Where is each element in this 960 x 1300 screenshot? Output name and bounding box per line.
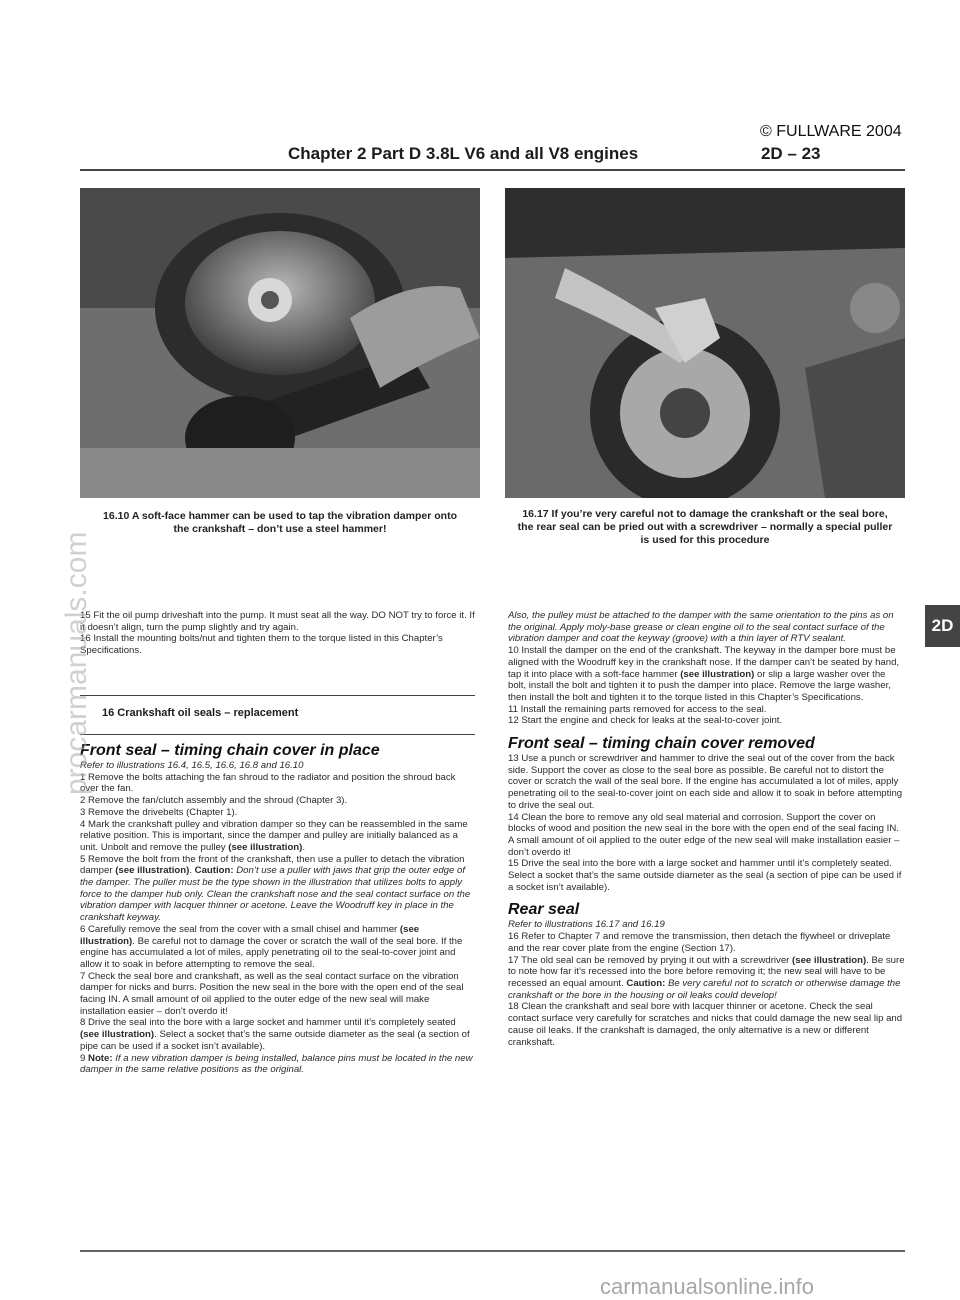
section-title-box [80, 695, 475, 735]
bottom-watermark: carmanualsonline.info [600, 1274, 815, 1299]
running-header [288, 144, 820, 164]
illustration-reference: Refer to illustrations 16.4, 16.5, 16.6, 16.8 and 16.10 [80, 760, 304, 771]
paragraph: 7 Check the seal bore and crankshaft, as well as the seal contact surface on the vibration damper for nicks and burrs. Position the new seal in the bore with the open end of the seal facing IN. A small amount of oil applied to the outer edge of the new seal will make installation easier – don’t overdo it! [80, 970, 464, 1017]
subheading-front-seal-removed: Front seal – timing chain cover removed [508, 735, 815, 753]
footer-rule [80, 1250, 905, 1252]
copyright-notice: © FULLWARE 2004 [760, 123, 902, 140]
paragraph: 15 Drive the seal into the bore with a large socket and hammer until it’s completely seated. Select a socket that’s the same outside diameter as the seal (a section of pipe can be used if a socket isn’t available). [508, 858, 902, 893]
header-rule [80, 169, 905, 171]
section-title: 16 Crankshaft oil seals – replacement [102, 707, 299, 719]
page-number: 2D – 23 [760, 144, 821, 163]
paragraph: 16 Install the mounting bolts/nut and tighten them to the torque listed in this Chapter’s Specifications. [80, 633, 443, 657]
paragraph: 10 Install the damper on the end of the crankshaft. The keyway in the damper bore must be aligned with the Woodruff key in the crankshaft nose. If the damper can’t be seated by hand, tap it into place with a soft-face hammer (see illustration) or slip a large washer over the bolt, install the bolt and tighten it to push the damper into place. Remove the large washer, then install the bolt and tighten it to the torque listed in this Chapter’s Specifications. [508, 645, 900, 703]
subheading-rear-seal: Rear seal [508, 901, 580, 919]
paragraph: 11 Install the remaining parts removed for access to the seal. [508, 703, 767, 715]
paragraph: 1 Remove the bolts attaching the fan shroud to the radiator and position the shroud back over the fan. [80, 771, 456, 795]
paragraph: 17 The old seal can be removed by prying it out with a screwdriver (see illustration). Be sure to note how far it’s recessed into the bore before removing it; the new seal will have to be recessed an equal amount. Caution: Be very careful not to scratch or otherwise damage the crankshaft or the bore in the housing or oil leaks could develop! [508, 954, 905, 1001]
paragraph: 3 Remove the drivebelts (Chapter 1). [80, 806, 238, 818]
paragraph: 18 Clean the crankshaft and seal bore with lacquer thinner or acetone. Check the seal contact surface very carefully for scratches and nicks that could damage the new seal lip and cause oil leaks. If the crankshaft is damaged, the only alternative is a new or different crankshaft. [508, 1001, 903, 1048]
figure-16-10-caption: 16.10 A soft-face hammer can be used to tap the vibration damper onto the crankshaft – don’t use a steel hammer! [103, 510, 457, 535]
paragraph: 5 Remove the bolt from the front of the crankshaft, then use a puller to detach the vibration damper (see illustration). Caution: Don’t use a puller with jaws that grip the outer edge of the damper. The puller must be the type shown in the illustration that utilizes bolts to apply force to the damper hub only. Clean the crankshaft nose and the seal contact surface on the vibration damper with lacquer thinner or acetone. Leave the Woodruff key in place in the crankshaft keyway. [80, 853, 471, 924]
right-column-body [508, 610, 905, 1048]
figure-16-17-photo [505, 188, 905, 498]
figure-16-10-photo [80, 188, 480, 498]
paragraph: 6 Carefully remove the seal from the cover with a small chisel and hammer (see illustration). Be careful not to damage the cover or scratch the wall of the seal bore. If the engine has accumulated a lot of miles, apply penetrating oil to the seal-to-cover joint and allow it to soak in before attempting to remove the seal. [80, 923, 463, 970]
left-column-body [80, 742, 475, 1076]
paragraph: 12 Start the engine and check for leaks at the seal-to-cover joint. [508, 715, 783, 727]
figure-16-17-caption: 16.17 If you’re very careful not to damage the crankshaft or the seal bore, the rear seal can be pried out with a screwdriver – normally a special puller is used for this procedure [517, 508, 893, 546]
paragraph: 13 Use a punch or screwdriver and hammer to drive the seal out of the cover from the back side. Support the cover as close to the seal bore as possible. Be careful not to distort the cover or scratch the wall of the seal bore. If the engine has accumulated a lot of miles, apply penetrating oil to the seal-to-cover joint on each side and allow it to soak in before attempting to drive the seal out. [508, 753, 903, 811]
illustration-reference: Refer to illustrations 16.17 and 16.19 [508, 919, 665, 931]
paragraph: 4 Mark the crankshaft pulley and vibration damper so they can be reassembled in the same relative position. This is important, since the damper and pulley are initially balanced as a unit. Unbolt and remove the pulley (see illustration). [80, 818, 468, 853]
subheading-front-seal-in-place: Front seal – timing chain cover in place [80, 742, 380, 759]
paragraph: 14 Clean the bore to remove any old seal material and corrosion. Support the cover on blocks of wood and position the new seal in the bore with the open end of the seal facing IN. A small amount of oil applied to the outer edge of the new seal will make installation easier – don’t overdo it! [508, 811, 900, 858]
paragraph: Also, the pulley must be attached to the damper with the same orientation to the pins as on the original. Apply moly-base grease or clean engine oil to the seal contact surface of the vibration damper and coat the keyway (groove) with a thin layer of RTV sealant. [508, 610, 894, 645]
side-watermark: procarmanuals.com [60, 531, 93, 795]
paragraph: 16 Refer to Chapter 7 and remove the transmission, then detach the flywheel or driveplate and the rear cover plate from the engine (Section 17). [508, 931, 891, 954]
chapter-title: Chapter 2 Part D 3.8L V6 and all V8 engines [288, 144, 639, 163]
paragraph: 15 Fit the oil pump driveshaft into the pump. It must seat all the way. DO NOT try to force it. If it doesn’t align, turn the pump slightly and try again. [80, 610, 475, 633]
left-column-intro [80, 610, 475, 657]
chapter-tab: 2D [925, 605, 960, 647]
paragraph: 9 Note: If a new vibration damper is being installed, balance pins must be located in the new damper in the same relative positions as the original. [80, 1052, 473, 1076]
paragraph: 2 Remove the fan/clutch assembly and the shroud (Chapter 3). [80, 795, 348, 807]
paragraph: 8 Drive the seal into the bore with a large socket and hammer until it’s completely seated (see illustration). Select a socket that’s the same outside diameter as the seal (a section of pipe can be used if a socket isn’t available). [80, 1017, 470, 1052]
